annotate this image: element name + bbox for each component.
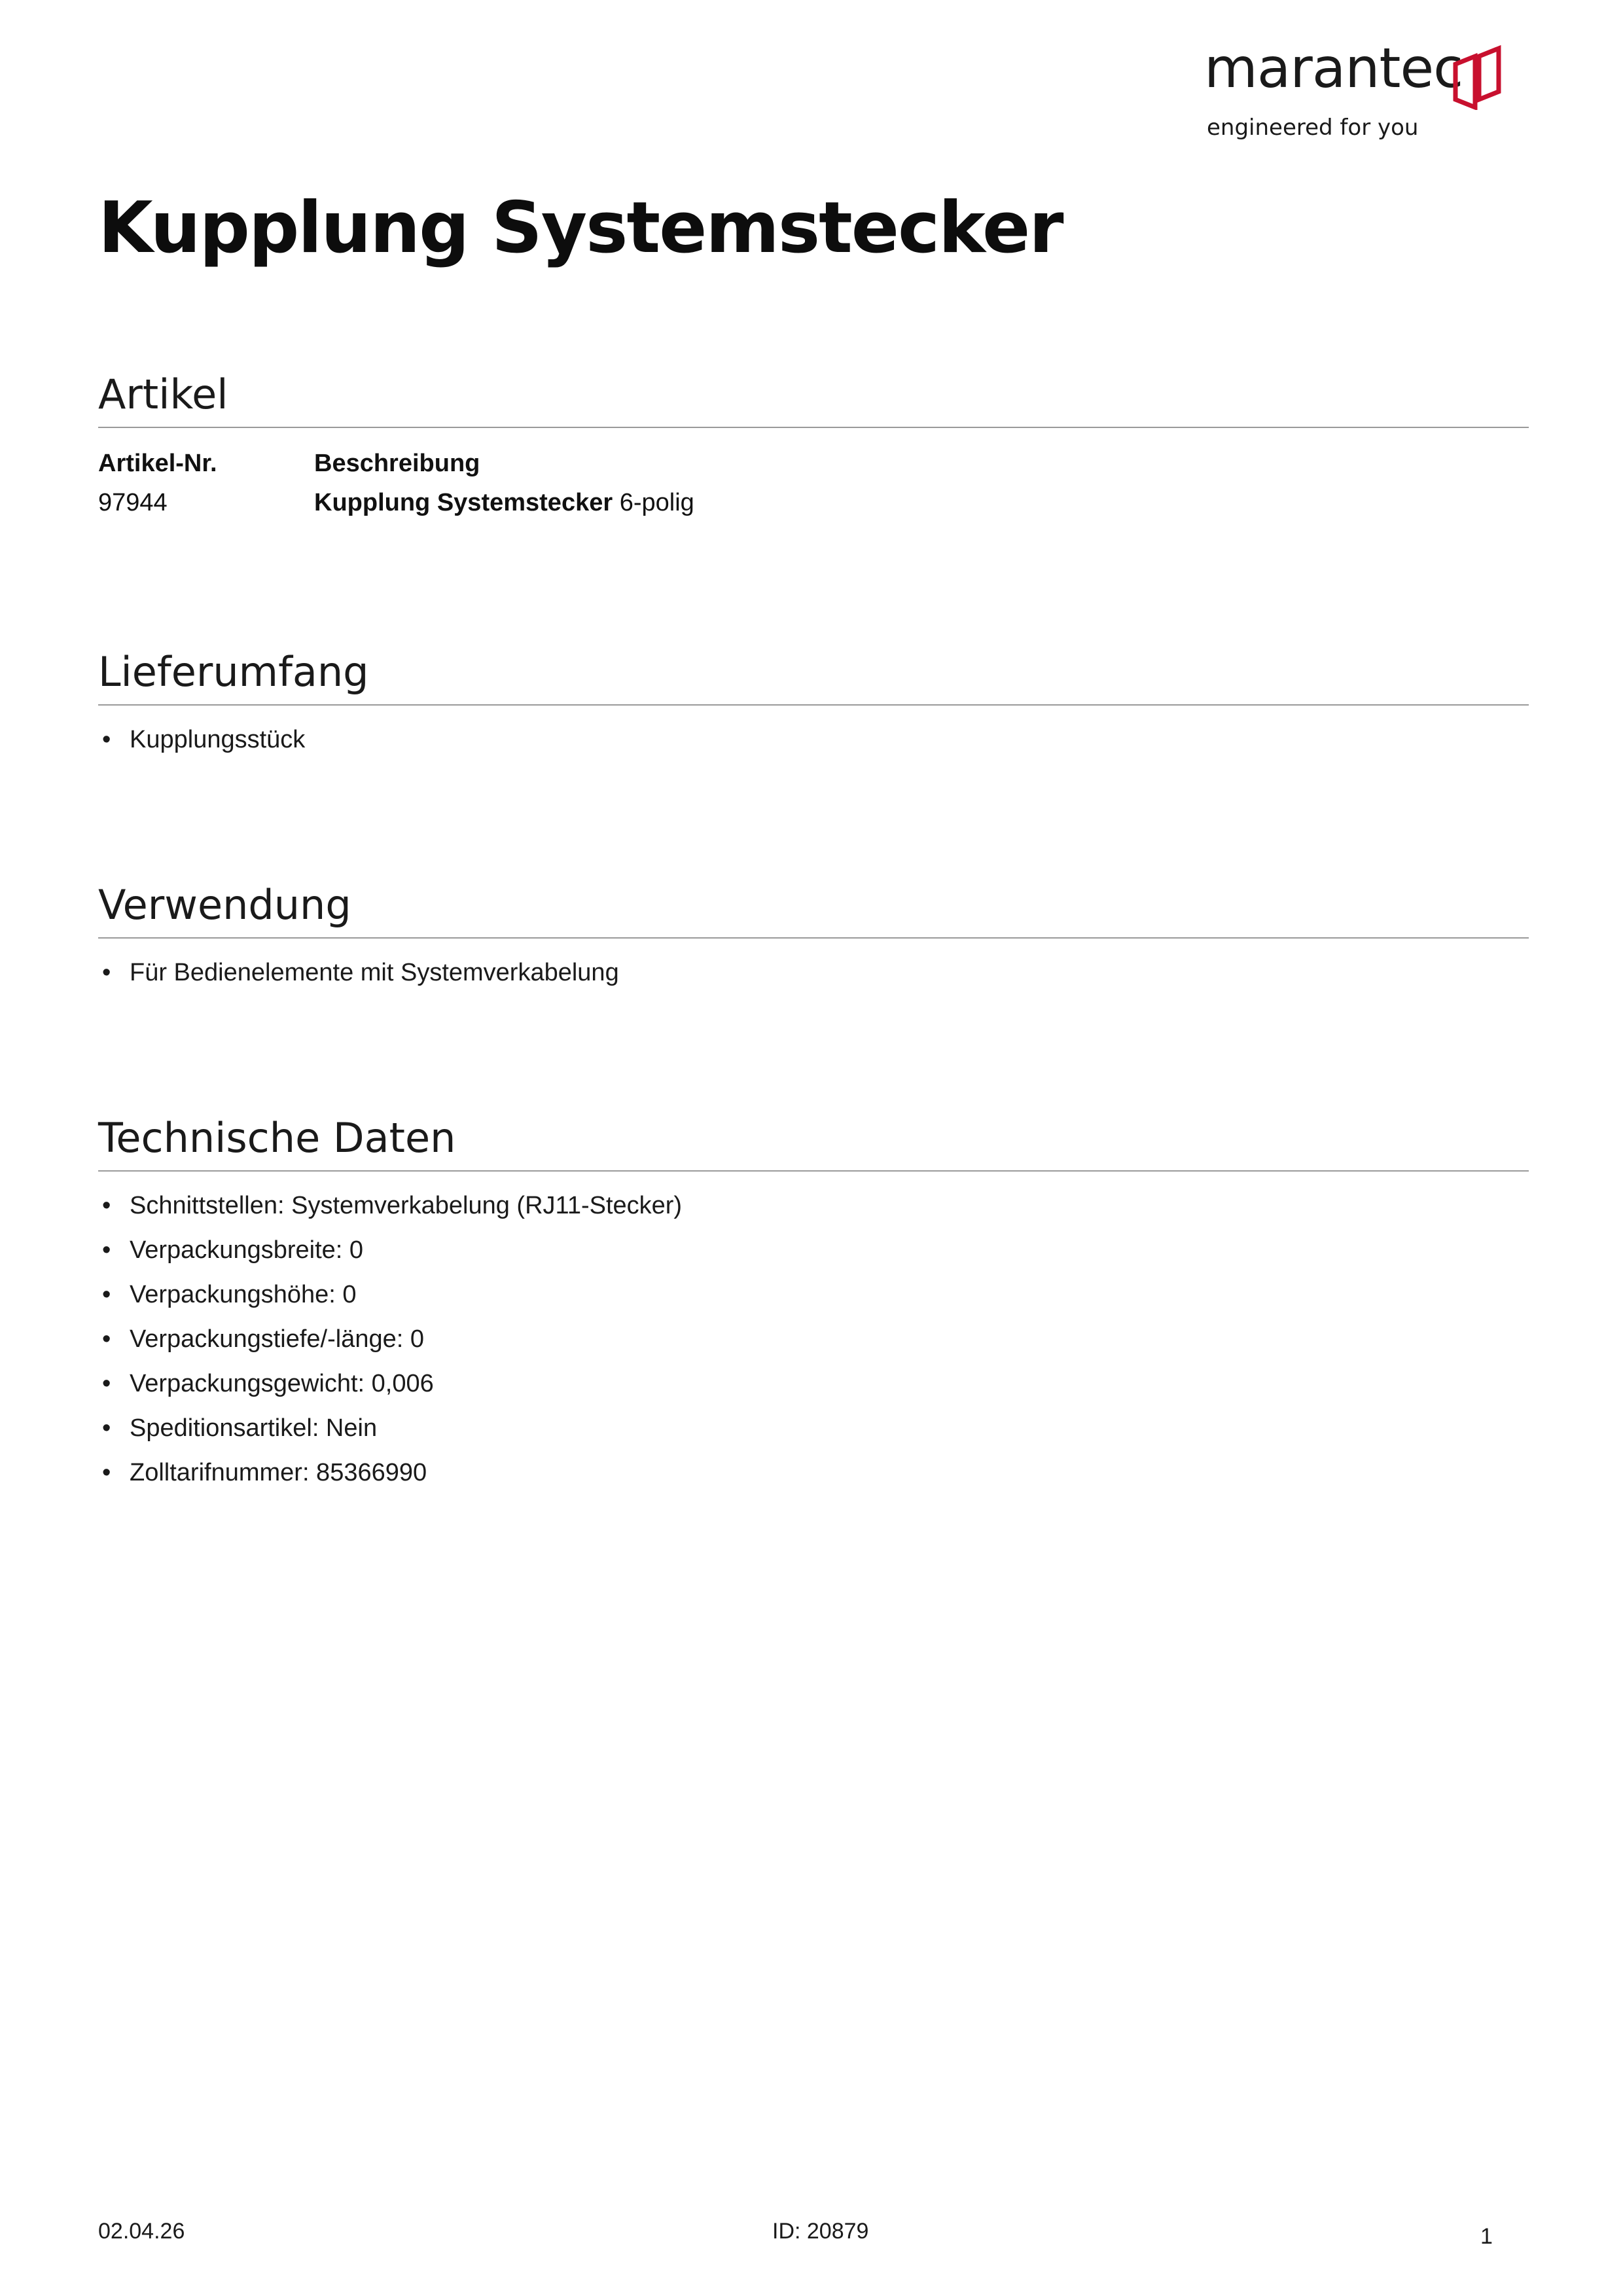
article-number: 97944 [98, 489, 168, 516]
list-item-text: Schnittstellen: Systemverkabelung (RJ11-Stecker) [130, 1192, 683, 1219]
bullet-icon: • [102, 1370, 111, 1397]
technical-list [98, 1183, 1529, 1495]
footer-date: 02.04.26 [98, 2219, 185, 2244]
article-description-name: Kupplung Systemstecker [314, 489, 613, 516]
list-item [98, 1406, 1529, 1450]
scope-heading: Lieferumfang [98, 652, 1529, 706]
scope-section [98, 648, 1529, 762]
list-item [98, 1228, 1529, 1272]
list-item [98, 1317, 1529, 1361]
list-item-text: Verpackungsgewicht: 0,006 [130, 1370, 434, 1397]
bullet-icon: • [102, 726, 111, 753]
article-header-row [98, 444, 1529, 483]
logo-wordmark: marantec [1204, 36, 1463, 100]
usage-list [98, 950, 1529, 995]
list-item-text: Für Bedienelemente mit Systemverkabelung [130, 959, 619, 986]
list-item [98, 950, 1529, 995]
technical-section [98, 1114, 1529, 1495]
list-item-text: Verpackungsbreite: 0 [130, 1236, 364, 1264]
article-number-header: Artikel-Nr. [98, 450, 217, 477]
scope-list [98, 717, 1529, 762]
article-section [98, 370, 1529, 522]
list-item-text: Verpackungshöhe: 0 [130, 1281, 357, 1308]
footer-id: ID: 20879 [772, 2219, 869, 2244]
usage-heading: Verwendung [98, 885, 1529, 939]
list-item [98, 717, 1529, 762]
article-description-header: Beschreibung [314, 450, 480, 477]
bullet-icon: • [102, 1192, 111, 1219]
list-item [98, 1361, 1529, 1406]
list-item [98, 1450, 1529, 1495]
bullet-icon: • [102, 1459, 111, 1486]
list-item-text: Zolltarifnummer: 85366990 [130, 1459, 427, 1486]
logo-tagline: engineered for you [1207, 115, 1419, 141]
article-data-row [98, 483, 1529, 522]
bullet-icon: • [102, 1236, 111, 1264]
bullet-icon: • [102, 959, 111, 986]
article-heading: Artikel [98, 374, 1529, 428]
article-description [314, 483, 694, 522]
article-table [98, 444, 1529, 522]
bullet-icon: • [102, 1325, 111, 1353]
page-title: Kupplung Systemstecker [98, 187, 1063, 269]
list-item-text: Verpackungstiefe/-länge: 0 [130, 1325, 424, 1353]
logo-mark-icon [1453, 45, 1501, 110]
list-item-text: Speditionsartikel: Nein [130, 1414, 378, 1442]
list-item [98, 1183, 1529, 1228]
usage-section [98, 881, 1529, 995]
bullet-icon: • [102, 1414, 111, 1442]
technical-heading: Technische Daten [98, 1118, 1529, 1172]
bullet-icon: • [102, 1281, 111, 1308]
list-item-text: Kupplungsstück [130, 726, 306, 753]
marantec-logo [1204, 36, 1505, 145]
article-description-variant: 6-polig [619, 489, 694, 516]
footer-page-number: 1 [1480, 2224, 1493, 2249]
list-item [98, 1272, 1529, 1317]
